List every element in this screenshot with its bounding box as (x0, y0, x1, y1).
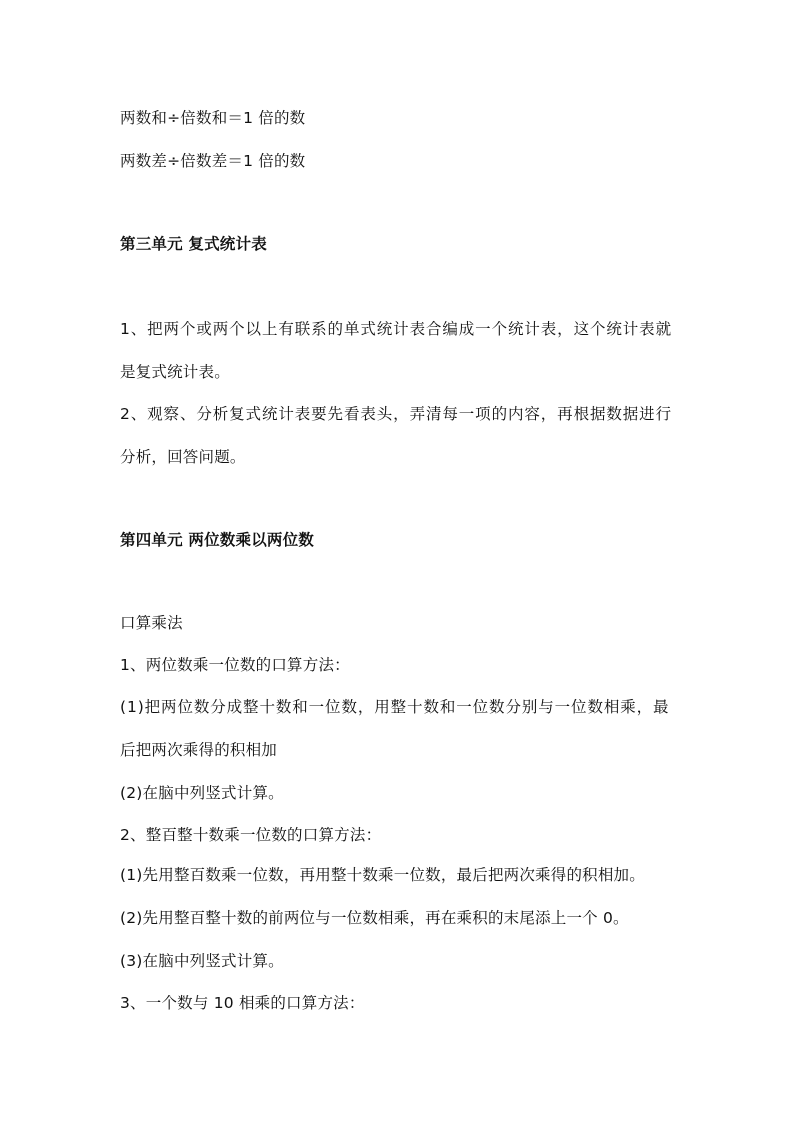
unit4-item2-sub3: (3)在脑中列竖式计算。 (120, 952, 284, 970)
unit4-item1-sub1-line2: 后把两次乘得的积相加 (120, 741, 278, 759)
unit4-item2: 2、整百整十数乘一位数的口算方法： (120, 826, 382, 844)
unit4-subheading: 口算乘法 (120, 614, 183, 632)
unit3-paragraph1-line2: 是复式统计表。 (120, 363, 230, 381)
unit4-item1: 1、两位数乘一位数的口算方法： (120, 656, 350, 674)
formula-sum: 两数和÷倍数和＝1 倍的数 (120, 109, 306, 127)
unit3-paragraph2-line2: 分析，回答问题。 (120, 448, 246, 466)
unit3-paragraph1-line1: 1、把两个或两个以上有联系的单式统计表合编成一个统计表，这个统计表就 (120, 320, 672, 338)
unit4-item3: 3、一个数与 10 相乘的口算方法： (120, 994, 365, 1012)
unit4-item2-sub1: (1)先用整百数乘一位数，再用整十数乘一位数，最后把两次乘得的积相加。 (120, 866, 645, 884)
unit4-item1-sub1-line1: (1)把两位数分成整十数和一位数，用整十数和一位数分别与一位数相乘，最 (120, 698, 670, 716)
unit4-item1-sub2: (2)在脑中列竖式计算。 (120, 784, 284, 802)
unit3-paragraph2-line1: 2、观察、分析复式统计表要先看表头，弄清每一项的内容，再根据数据进行 (120, 405, 672, 423)
unit3-heading: 第三单元 复式统计表 (120, 235, 267, 253)
formula-difference: 两数差÷倍数差＝1 倍的数 (120, 152, 306, 170)
unit4-item2-sub2: (2)先用整百整十数的前两位与一位数相乘，再在乘积的末尾添上一个 0。 (120, 909, 629, 927)
unit4-heading: 第四单元 两位数乘以两位数 (120, 531, 314, 549)
